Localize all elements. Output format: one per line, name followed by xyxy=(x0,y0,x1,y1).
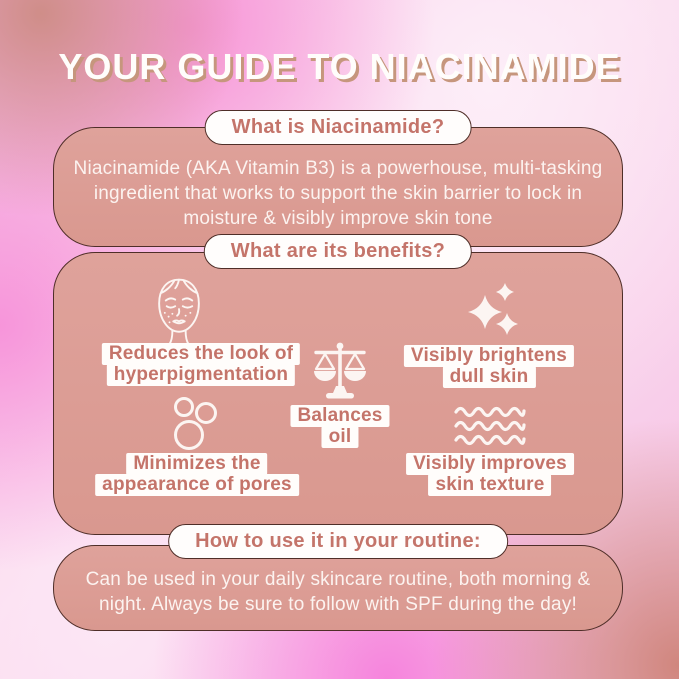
benefit-label-balances-oil xyxy=(290,405,389,448)
benefit-label-line: Balances xyxy=(290,405,389,427)
benefit-label-brightens xyxy=(404,345,574,388)
benefit-label-hyperpigmentation xyxy=(102,343,300,386)
benefit-label-line: Minimizes the xyxy=(126,453,267,475)
sparkles-icon xyxy=(461,282,519,338)
benefit-label-line: Visibly brightens xyxy=(404,345,574,367)
routine-panel xyxy=(53,530,623,631)
benefits-panel xyxy=(53,240,623,535)
face-icon xyxy=(147,275,211,345)
benefit-label-line: dull skin xyxy=(443,366,536,388)
what-is-heading-pill xyxy=(205,110,472,145)
benefit-label-line: hyperpigmentation xyxy=(107,364,295,386)
page-title: YOUR GUIDE TO NIACINAMIDE xyxy=(58,46,621,87)
benefit-label-line: Reduces the look of xyxy=(102,343,300,365)
benefit-label-line: appearance of pores xyxy=(95,474,299,496)
balance-scale-icon xyxy=(307,341,373,401)
routine-body: Can be used in your daily skincare routine, both morning & night. Always be sure to follow with SPF during the day! xyxy=(85,569,591,615)
benefits-heading: What are its benefits? xyxy=(230,240,446,262)
what-is-panel xyxy=(53,116,623,247)
benefit-label-line: Visibly improves xyxy=(406,453,574,475)
what-is-body: Niacinamide (AKA Vitamin B3) is a powerhouse, multi-tasking ingredient that works to support the skin barrier to lock in moisture & visibly improve skin tone xyxy=(73,158,603,229)
benefit-label-line: oil xyxy=(322,426,359,448)
what-is-heading: What is Niacinamide? xyxy=(231,116,445,138)
benefit-label-line: skin texture xyxy=(428,474,551,496)
routine-heading: How to use it in your routine: xyxy=(195,530,481,552)
benefit-label-texture xyxy=(406,453,574,496)
benefits-heading-pill xyxy=(204,234,472,269)
waves-icon xyxy=(453,403,527,451)
benefit-label-pores xyxy=(95,453,299,496)
pores-icon xyxy=(167,396,225,452)
routine-heading-pill xyxy=(168,524,508,559)
